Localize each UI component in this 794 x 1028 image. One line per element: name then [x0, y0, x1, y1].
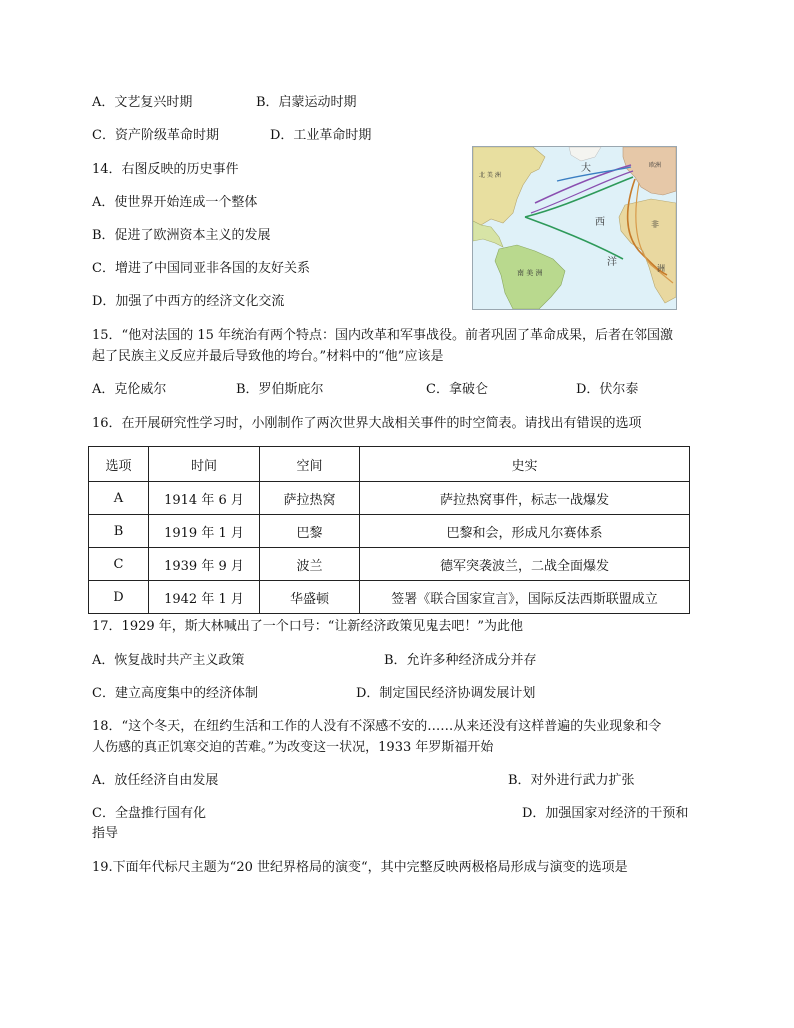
- q18-option-d: D．加强国家对经济的干预和: [522, 806, 689, 821]
- map-label-north-america: 北 美 洲: [479, 172, 501, 179]
- q18-option-a: A．放任经济自由发展: [92, 773, 219, 788]
- q18-option-b: B．对外进行武力扩张: [508, 773, 635, 788]
- q15-stem-line2: 起了民族主义反应并最后导致他的垮台。”材料中的“他”应该是: [92, 349, 444, 364]
- q16-table: [88, 446, 690, 614]
- q17-option-b: B．允许多种经济成分并存: [384, 653, 537, 668]
- north-america-landmass: [473, 147, 545, 225]
- table-cell: 巴黎: [260, 515, 360, 548]
- q14-option-a: A．使世界开始连成一个整体: [92, 195, 258, 210]
- table-cell: 华盛顿: [260, 581, 360, 614]
- table-row: [89, 515, 690, 548]
- table-header-cell: 空间: [260, 447, 360, 482]
- q17-option-a: A．恢复战时共产主义政策: [92, 653, 245, 668]
- table-cell: 萨拉热窝事件，标志一战爆发: [360, 482, 690, 515]
- route-blue-line: [557, 167, 631, 181]
- table-header-cell: 选项: [89, 447, 149, 482]
- table-cell: 德军突袭波兰，二战全面爆发: [360, 548, 690, 581]
- table-cell: C: [89, 548, 149, 581]
- q15-option-a: A．克伦威尔: [92, 382, 167, 397]
- table-cell: 签署《联合国家宣言》，国际反法西斯联盟成立: [360, 581, 690, 614]
- q14-stem: 14．右图反映的历史事件: [92, 162, 239, 177]
- table-cell: 1939 年 9 月: [149, 548, 260, 581]
- map-label-south-america: 南 美 洲: [517, 269, 543, 277]
- table-cell: 波兰: [260, 548, 360, 581]
- q15-option-b: B．罗伯斯庇尔: [236, 382, 324, 397]
- q16-stem: 16．在开展研究性学习时，小刚制作了两次世界大战相关事件的时空简表。请找出有错误的选项: [92, 416, 642, 431]
- q17-option-d: D．制定国民经济协调发展计划: [356, 686, 536, 701]
- q18-stem-line2: 人伤感的真正饥寒交迫的苦难。”为改变这一状况，1933 年罗斯福开始: [92, 740, 494, 755]
- table-cell: A: [89, 482, 149, 515]
- q17-stem: 17．1929 年，斯大林喊出了一个口号：“让新经济政策见鬼去吧！”为此他: [92, 619, 524, 634]
- q13-option-c: C．资产阶级革命时期: [92, 128, 219, 143]
- q14-option-c: C．增进了中国同亚非各国的友好关系: [92, 261, 310, 276]
- voyage-map-image: [472, 146, 677, 310]
- route-purple-line-2: [531, 171, 633, 213]
- europe-landmass: [623, 147, 676, 195]
- table-cell: 巴黎和会，形成凡尔赛体系: [360, 515, 690, 548]
- q18-stem-line1: 18．“这个冬天，在纽约生活和工作的人没有不深感不安的……从来还没有这样普遍的失业现象和令: [92, 719, 662, 734]
- q15-option-c: C．拿破仑: [426, 382, 488, 397]
- table-cell: 1942 年 1 月: [149, 581, 260, 614]
- south-america-landmass: [495, 245, 565, 309]
- map-label-europe: 欧洲: [649, 162, 662, 169]
- central-america-landmass: [473, 221, 503, 247]
- table-cell: D: [89, 581, 149, 614]
- greenland-landmass: [569, 147, 601, 161]
- q14-option-d: D．加强了中西方的经济文化交流: [92, 294, 285, 309]
- table-header-cell: 史实: [360, 447, 690, 482]
- table-row: [89, 548, 690, 581]
- map-label-da: 大: [581, 163, 591, 174]
- table-cell: B: [89, 515, 149, 548]
- map-label-fei: 非: [651, 220, 659, 229]
- q18-option-c: C．全盘推行国有化: [92, 806, 206, 821]
- table-row: [89, 482, 690, 515]
- map-label-zhou: 洲: [657, 264, 665, 273]
- q19-stem: 19.下面年代标尺主题为“20 世纪界格局的演变“，其中完整反映两极格局形成与演变的选项是: [92, 860, 628, 875]
- q13-option-d: D．工业革命时期: [270, 128, 372, 143]
- q13-option-a: A．文艺复兴时期: [92, 95, 193, 110]
- table-header-row: [89, 447, 690, 482]
- q15-stem-line1: 15．“他对法国的 15 年统治有两个特点：国内改革和军事战役。前者巩固了革命成果，后者在邻国激: [92, 328, 673, 343]
- atlantic-map-svg: [473, 147, 676, 309]
- table-header-cell: 时间: [149, 447, 260, 482]
- map-label-yang: 洋: [607, 257, 617, 268]
- q18-option-d-continuation: 指导: [92, 826, 119, 841]
- route-green-line: [525, 177, 633, 259]
- q15-option-d: D．伏尔泰: [576, 382, 639, 397]
- q13-option-b: B．启蒙运动时期: [256, 95, 357, 110]
- table-row: [89, 581, 690, 614]
- table-cell: 1914 年 6 月: [149, 482, 260, 515]
- q17-option-c: C．建立高度集中的经济体制: [92, 686, 258, 701]
- q14-option-b: B．促进了欧洲资本主义的发展: [92, 228, 271, 243]
- map-label-xi: 西: [595, 217, 605, 228]
- table-cell: 萨拉热窝: [260, 482, 360, 515]
- table-cell: 1919 年 1 月: [149, 515, 260, 548]
